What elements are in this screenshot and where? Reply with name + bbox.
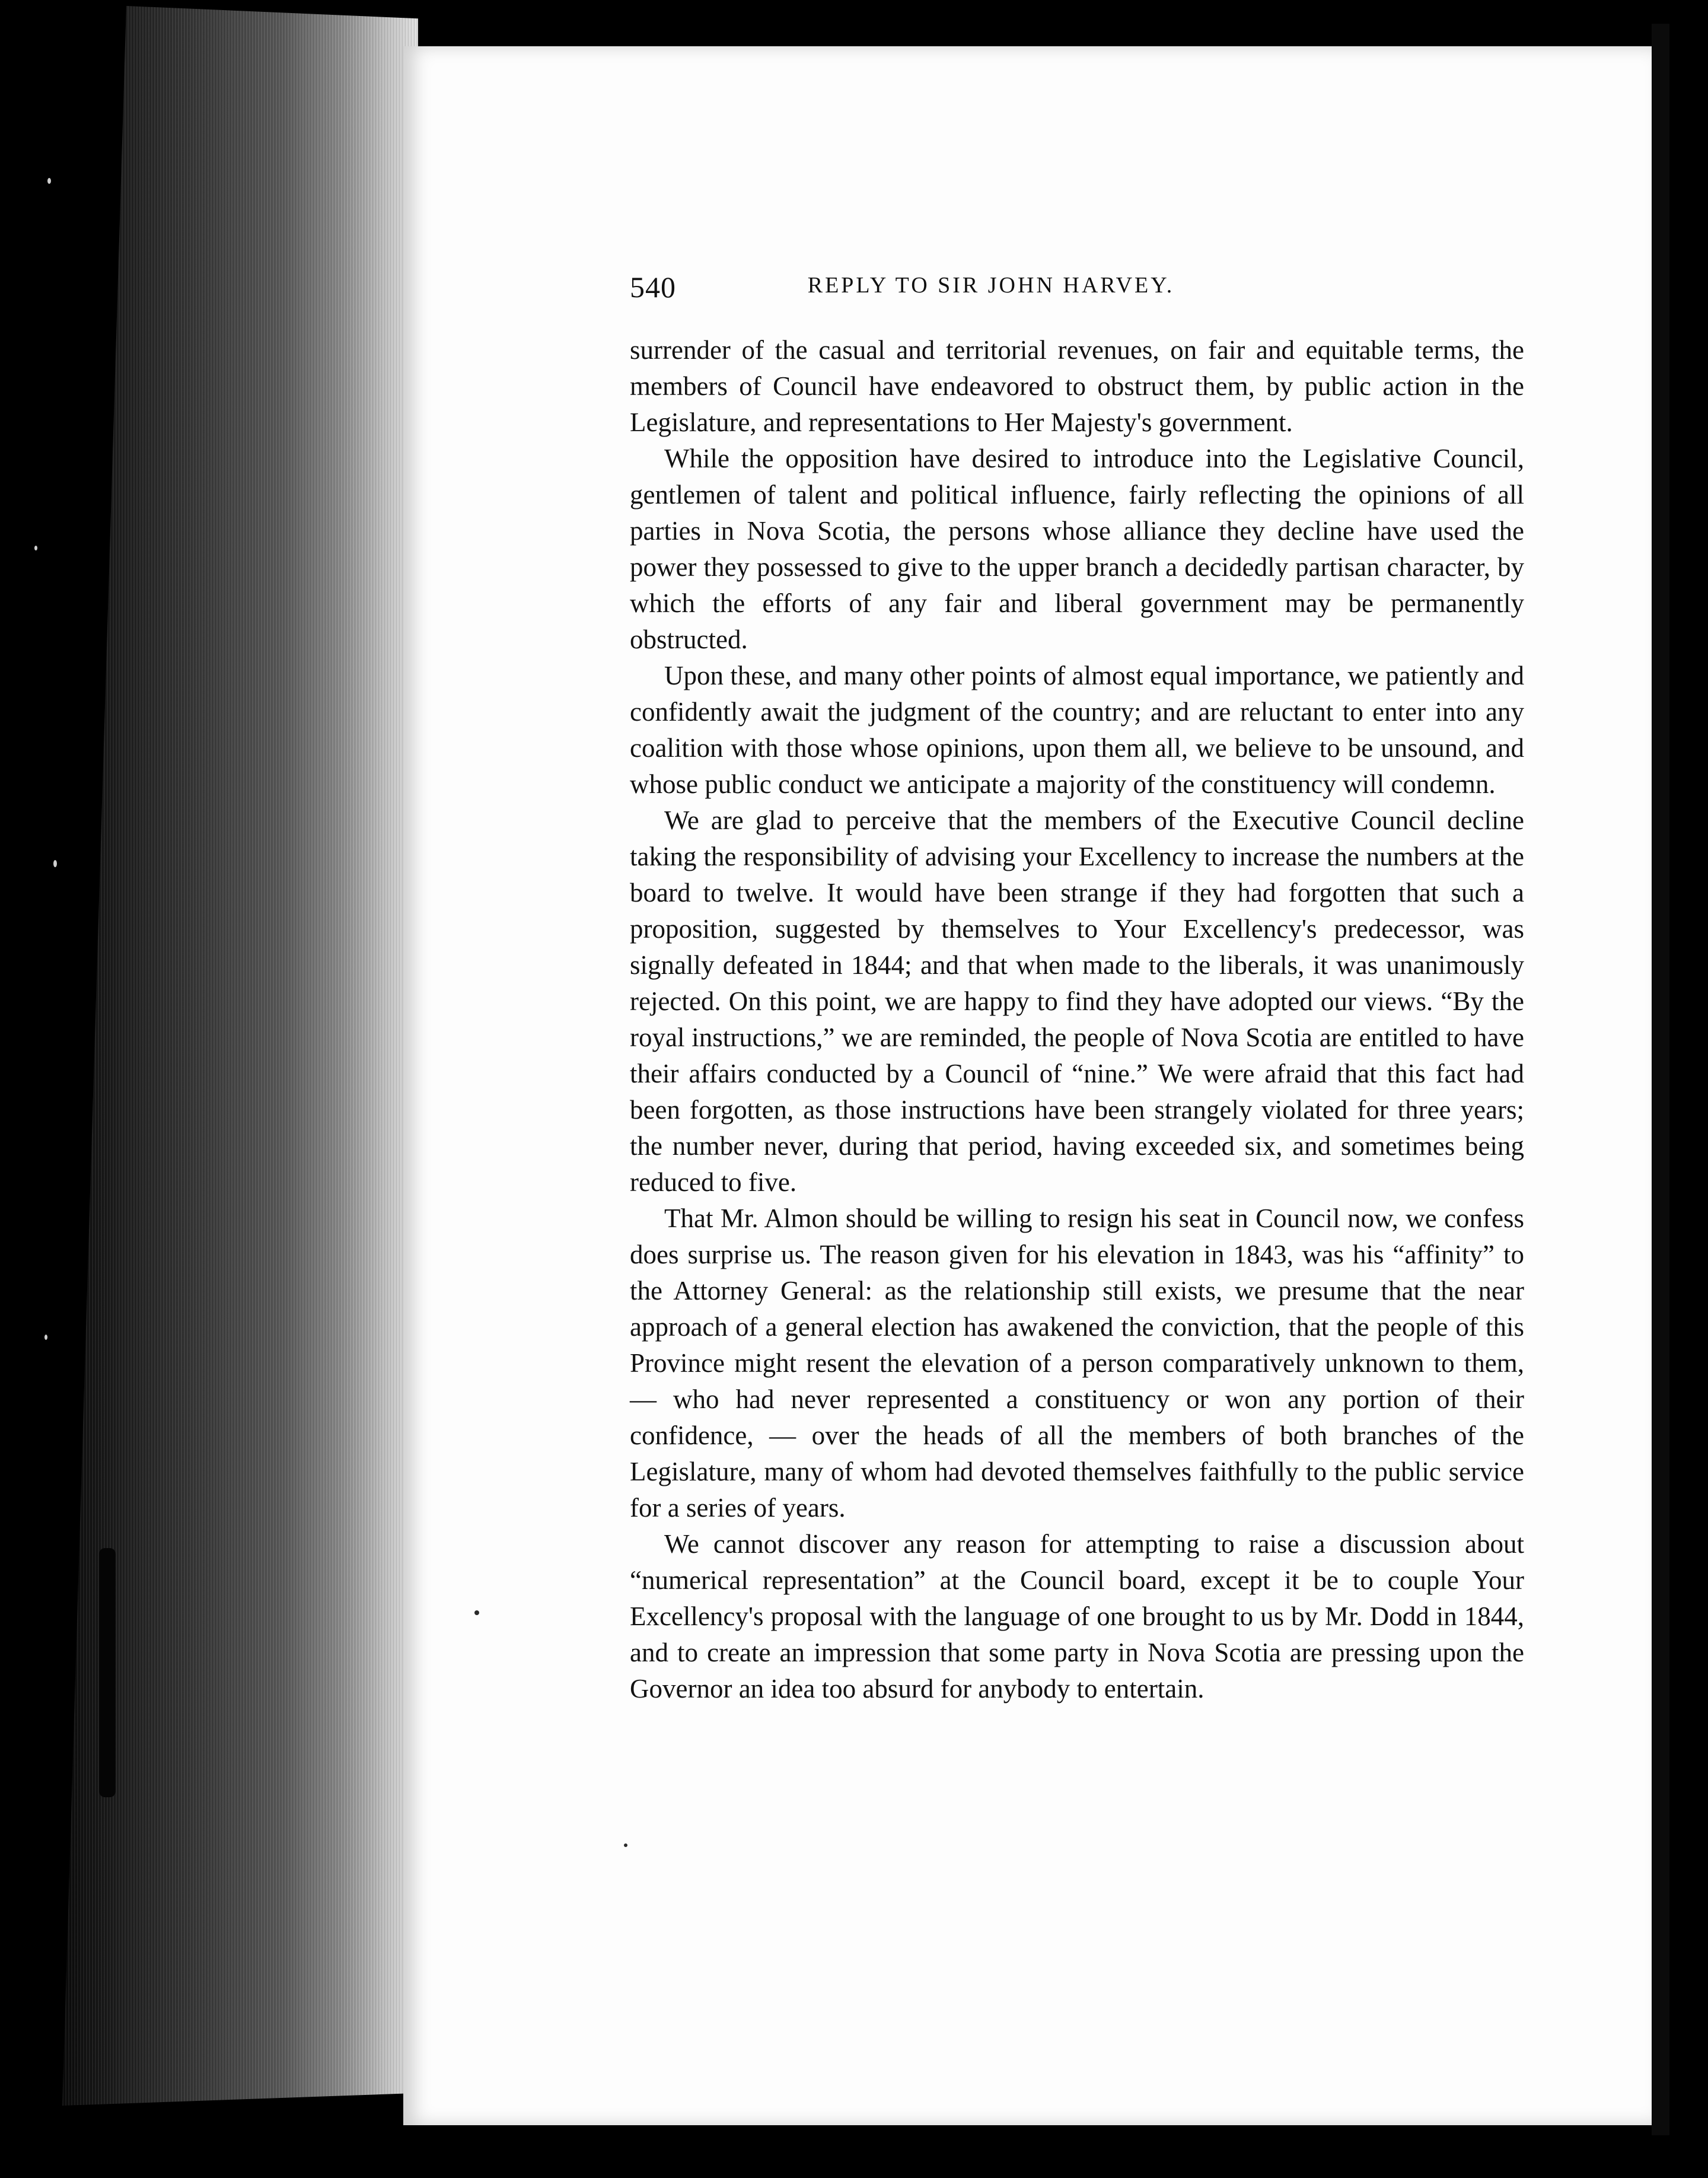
- dust-speck: [624, 1843, 627, 1847]
- fore-edge-shadow: [99, 1548, 116, 1797]
- page-number: 540: [630, 270, 676, 304]
- dust-speck: [53, 860, 57, 867]
- paragraph-4: We are glad to perceive that the members of the Executive Council decline taking the responsibility of advising your Excellency to increase the numbers at the board to twelve. It would have been strange if they had forgotten that such a proposition, suggested by themselves to Your Excellency's predecessor, was signally defeated in 1844; and that when made to the liberals, it was unanimously rejected. On this point, we are happy to find they have adopted our views. “By the royal instructions,” we are reminded, the people of Nova Scotia are entitled to have their affairs conducted by a Council of “nine.” We were afraid that this fact had been forgotten, as those instructions have been strangely violated for three years; the number never, during that period, having exceeded six, and sometimes being reduced to five.: [630, 805, 1524, 1197]
- dust-speck: [34, 546, 37, 550]
- paragraph-6: We cannot discover any reason for attempting to raise a discussion about “numerical representation” at the Council board, except it be to couple Your Excellency's proposal with the language of one brought to us by Mr. Dodd in 1844, and to create an impression that some party in Nova Scotia are pressing upon the Governor an idea too absurd for anybody to entertain.: [630, 1529, 1524, 1703]
- dust-speck: [474, 1610, 479, 1615]
- paragraph-2: While the opposition have desired to introduce into the Legislative Council, gentlemen of talent and political influence, fairly reflecting the opinions of all parties in Nova Scotia, the persons whose alliance they decline have used the power they possessed to give to the upper branch a decidedly partisan character, by which the efforts of any fair and liberal government may be permanently obstructed.: [630, 444, 1524, 654]
- paragraph-5: That Mr. Almon should be willing to resign his seat in Council now, we confess does surprise us. The reason given for his elevation in 1843, was his “affinity” to the Attorney General: as the relationship still exists, we presume that the near approach of a general election has awakened the conviction, that the people of this Province might resent the elevation of a person comparatively unknown to them, — who had never represented a constituency or won any portion of their confidence, — over the heads of all the members of both branches of the Legislature, many of whom had devoted themselves faithfully to the public service for a series of years.: [630, 1203, 1524, 1523]
- paragraph-1: surrender of the casual and territorial revenues, on fair and equitable terms, the members of Council have endeavored to obstruct them, by public action in the Legislature, and representations to Her Majesty's government.: [630, 335, 1524, 437]
- page-right-edge-shadow: [1652, 24, 1669, 2135]
- book-fore-edge: [62, 6, 418, 2106]
- dust-speck: [47, 178, 51, 184]
- running-head: REPLY TO SIR JOHN HARVEY.: [807, 273, 1175, 298]
- body-text: [630, 332, 1524, 1707]
- dust-speck: [44, 1335, 47, 1340]
- page-header: [630, 270, 1281, 317]
- paragraph-3: Upon these, and many other points of almost equal importance, we patiently and confidently await the judgment of the country; and are reluctant to enter into any coalition with those whose opinions, upon them all, we believe to be unsound, and whose public conduct we anticipate a majority of the constituency will condemn.: [630, 661, 1524, 799]
